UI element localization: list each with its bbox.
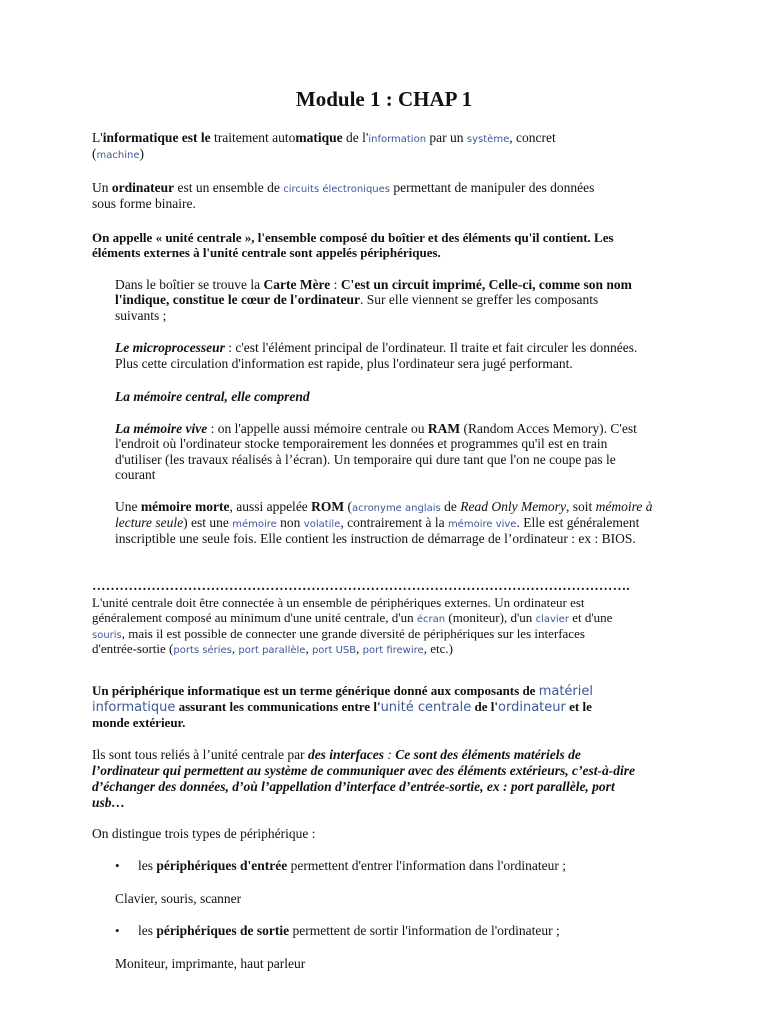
link-unite-centrale[interactable]: unité centrale <box>380 700 472 715</box>
bullet-marker: • <box>115 858 120 873</box>
link-systeme[interactable]: système <box>466 134 510 145</box>
interfaces-paragraph-line4: usb… <box>92 795 126 810</box>
definition-ordinateur-line2: sous forme binaire. <box>92 196 196 211</box>
carte-mere-paragraph-line3: suivants ; <box>115 308 167 323</box>
link-circuits-electroniques[interactable]: circuits électroniques <box>283 184 391 195</box>
microprocesseur-paragraph: Le microprocesseur : c'est l'élément principal de l'ordinateur. Il traite et fait circuler les données. <box>115 340 638 355</box>
exemples-sortie: Moniteur, imprimante, haut parleur <box>115 956 306 971</box>
memoire-morte-paragraph: Une mémoire morte, aussi appelée ROM (acronyme anglais de Read Only Memory, soit mémoire à <box>115 499 653 514</box>
bullet-peripheriques-entree: les périphériques d'entrée permettent d'entrer l'information dans l'ordinateur ; <box>138 858 566 873</box>
dotted-separator: ………………………………………………………………………………………………………. <box>92 577 630 593</box>
peripherique-definition: Un périphérique informatique est un terme générique donné aux composants de matériel <box>92 683 593 699</box>
peripherique-definition-line3: monde extérieur. <box>92 715 186 730</box>
link-ports-series[interactable]: ports séries <box>173 645 232 656</box>
link-memoire[interactable]: mémoire <box>232 519 277 530</box>
peripheriques-intro-line2: généralement composé au minimum d'une unité centrale, d'un écran (moniteur), d'un clavier et d'une <box>92 610 613 625</box>
peripheriques-intro-line4: d'entrée-sortie (ports séries, port parallèle, port USB, port firewire, etc.) <box>92 641 453 656</box>
definition-ordinateur: Un ordinateur est un ensemble de circuits électroniques permettant de manipuler des données <box>92 180 595 195</box>
memoire-morte-paragraph-line3: inscriptible une seule fois. Elle contient les instruction de démarrage de l’ordinateur : ex : BIOS. <box>115 531 636 546</box>
bullet-marker: • <box>115 923 120 938</box>
link-memoire-vive[interactable]: mémoire vive <box>447 519 517 530</box>
peripherique-definition-line2: informatique assurant les communications entre l'unité centrale de l'ordinateur et le <box>92 699 592 715</box>
peripheriques-intro: L'unité centrale doit être connectée à un ensemble de périphériques externes. Un ordinateur est <box>92 595 585 610</box>
memoire-central-heading: La mémoire central, elle comprend <box>115 389 310 404</box>
link-clavier[interactable]: clavier <box>535 614 569 625</box>
memoire-vive-paragraph: La mémoire vive : on l'appelle aussi mémoire centrale ou RAM (Random Acces Memory). C'est <box>115 421 637 436</box>
types-intro: On distingue trois types de périphérique : <box>92 826 316 841</box>
link-materiel[interactable]: matériel <box>538 684 593 699</box>
link-souris[interactable]: souris <box>92 630 122 641</box>
carte-mere-paragraph-line2: l'indique, constitue le cœur de l'ordinateur. Sur elle viennent se greffer les composants <box>115 292 599 307</box>
microprocesseur-paragraph-line2: Plus cette circulation d'information est rapide, plus l'ordinateur sera jugé performant. <box>115 356 573 371</box>
link-ordinateur[interactable]: ordinateur <box>498 700 566 715</box>
memoire-vive-paragraph-line4: courant <box>115 467 156 482</box>
definition-informatique-line2: (machine) <box>92 146 144 161</box>
bullet-peripheriques-sortie: les périphériques de sortie permettent de sortir l'information de l'ordinateur ; <box>138 923 560 938</box>
unite-centrale-definition: On appelle « unité centrale », l'ensemble composé du boîtier et des éléments qu'il contient. Les <box>92 230 614 245</box>
interfaces-paragraph-line3: d’échanger des données, d’où l’appellation d’interface d’entrée-sortie, ex : port parallèle, port <box>92 779 615 794</box>
peripheriques-intro-line3: souris, mais il est possible de connecter une grande diversité de périphériques sur les interfaces <box>92 626 585 641</box>
memoire-morte-paragraph-line2: lecture seule) est une mémoire non volatile, contrairement à la mémoire vive. Elle est généralement <box>115 515 640 530</box>
memoire-vive-paragraph-line3: d'utiliser (les travaux réalisés à l’écran). Un temporaire qui dure tant que l'on ne coupe pas le <box>115 452 616 467</box>
interfaces-paragraph: Ils sont tous reliés à l’unité centrale par des interfaces : Ce sont des éléments matériels de <box>92 747 581 762</box>
link-informatique[interactable]: informatique <box>92 700 176 715</box>
link-port-parallele[interactable]: port parallèle <box>238 645 306 656</box>
link-volatile[interactable]: volatile <box>303 519 341 530</box>
link-machine[interactable]: machine <box>96 150 140 161</box>
definition-informatique: L'informatique est le traitement automatique de l'information par un système, concret <box>92 130 556 145</box>
unite-centrale-definition-line2: éléments externes à l'unité centrale sont appelés périphériques. <box>92 245 441 260</box>
link-port-usb[interactable]: port USB <box>311 645 357 656</box>
memoire-vive-paragraph-line2: l'endroit où l'ordinateur stocke temporairement les données et programmes qu'il est en train <box>115 436 608 451</box>
link-port-firewire[interactable]: port firewire <box>362 645 424 656</box>
page-title: Module 1 : CHAP 1 <box>295 87 473 111</box>
link-acronyme-anglais[interactable]: acronyme anglais <box>352 503 441 514</box>
carte-mere-paragraph: Dans le boîtier se trouve la Carte Mère : C'est un circuit imprimé, Celle-ci, comme son nom <box>115 277 632 292</box>
interfaces-paragraph-line2: l’ordinateur qui permettent au système de communiquer avec des éléments extérieurs, c’est-à-dire <box>92 763 635 778</box>
exemples-entree: Clavier, souris, scanner <box>115 891 242 906</box>
link-ecran[interactable]: écran <box>416 614 446 625</box>
link-information[interactable]: information <box>368 134 427 145</box>
